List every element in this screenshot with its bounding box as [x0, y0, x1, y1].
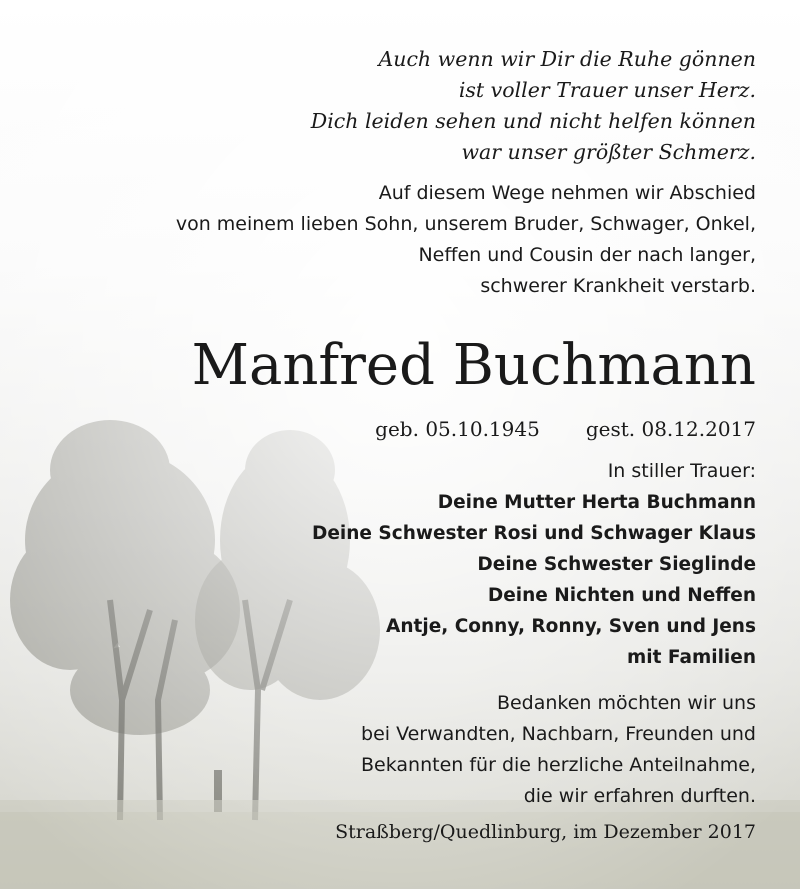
mourners-list: [312, 456, 756, 673]
thanks-line: Bekannten für die herzliche Anteilnahme,: [361, 754, 756, 776]
farewell-text: [176, 178, 756, 302]
poem-line: ist voller Trauer unser Herz.: [458, 78, 756, 102]
thanks-text: [361, 688, 756, 812]
life-dates: [375, 413, 756, 445]
mourner-line: Antje, Conny, Ronny, Sven und Jens: [386, 616, 756, 637]
thanks-line: Bedanken möchten wir uns: [496, 692, 756, 714]
mourner-line: mit Familien: [627, 647, 756, 668]
deceased-name: Manfred Buchmann: [191, 333, 756, 398]
mourner-line: Deine Nichten und Neffen: [487, 585, 756, 606]
farewell-line: von meinem lieben Sohn, unserem Bruder, Schwager, Onkel,: [175, 213, 756, 235]
poem-line: Auch wenn wir Dir die Ruhe gönnen: [378, 47, 756, 71]
mourner-line: Deine Mutter Herta Buchmann: [437, 492, 756, 513]
farewell-line: Auf diesem Wege nehmen wir Abschied: [378, 182, 756, 204]
mourner-line: Deine Schwester Sieglinde: [477, 554, 756, 575]
death-date: gest. 08.12.2017: [585, 417, 756, 441]
poem: [311, 44, 756, 168]
mourning-intro: In stiller Trauer:: [607, 460, 756, 482]
poem-line: Dich leiden sehen und nicht helfen können: [310, 109, 756, 133]
mourner-line: Deine Schwester Rosi und Schwager Klaus: [312, 523, 756, 544]
poem-line: war unser größter Schmerz.: [461, 140, 756, 164]
farewell-line: schwerer Krankheit verstarb.: [480, 275, 756, 297]
thanks-line: die wir erfahren durften.: [523, 785, 756, 807]
thanks-line: bei Verwandten, Nachbarn, Freunden und: [361, 723, 756, 745]
farewell-line: Neffen und Cousin der nach langer,: [418, 244, 756, 266]
place-and-date: Straßberg/Quedlinburg, im Dezember 2017: [335, 821, 756, 843]
birth-date: geb. 05.10.1945: [375, 417, 540, 441]
